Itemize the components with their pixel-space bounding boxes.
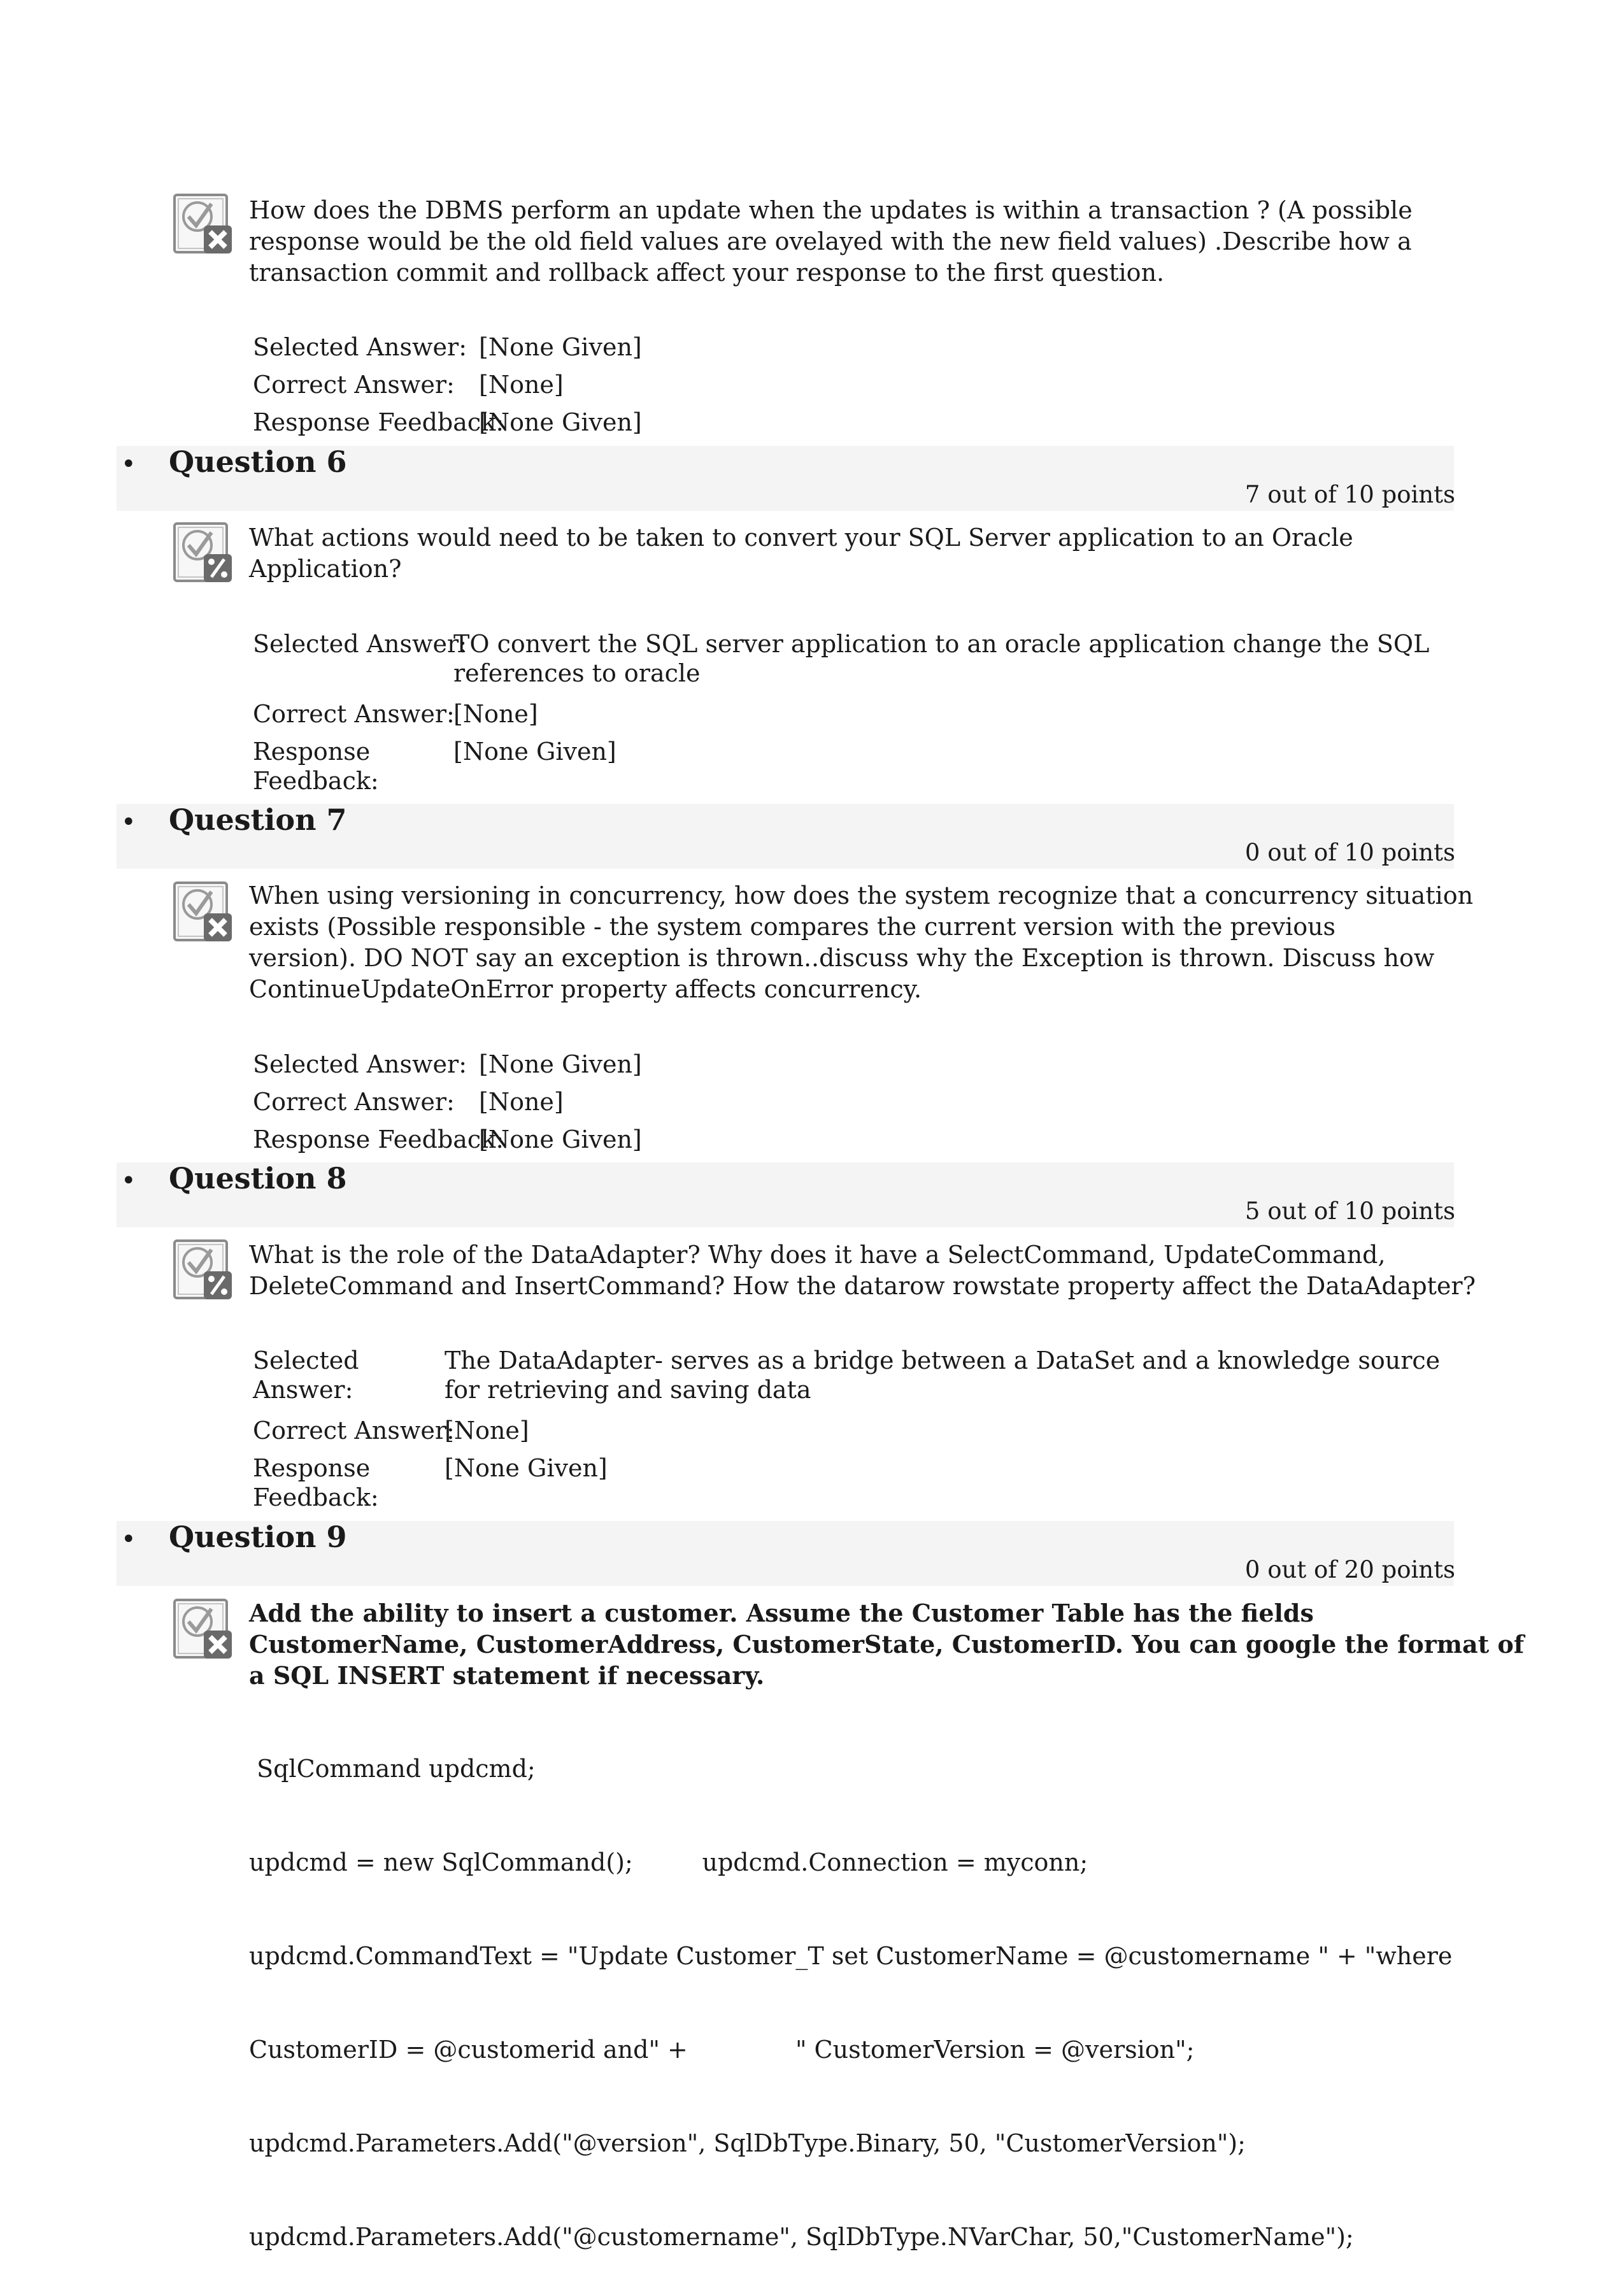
question-9-points: 0 out of 20 points — [1244, 1556, 1455, 1583]
bullet: • — [121, 1525, 136, 1554]
question-7-title: Question 7 — [169, 803, 347, 837]
question-7-text: When using versioning in concurrency, how does the system recognize that a concurrency situation exists (Possible responsible - the system compares the current version with the previous version). DO NOT say an exception is thrown..discuss why the Exception is thrown. Discuss how ContinueUpdateOnError property affects concurrency. — [249, 881, 1474, 1003]
response-feedback-value: [None Given] — [479, 408, 642, 436]
incorrect-x-icon — [171, 1597, 237, 1664]
correct-answer-label: Correct Answer: — [253, 371, 455, 399]
bullet: • — [121, 808, 136, 837]
correct-answer-value: [None] — [445, 1417, 529, 1445]
correct-answer-value: [None] — [479, 1088, 564, 1116]
selected-answer-value: The DataAdapter- serves as a bridge between a DataSet and a knowledge source for retrieving and saving data — [445, 1346, 1441, 1404]
response-feedback-value: [None Given] — [445, 1454, 608, 1482]
question-5-text: How does the DBMS perform an update when the updates is within a transaction ? (A possible response would be the old field values are ovelayed with the new field values) .Describe how a transaction commit and rollback affect your response to the first question. — [249, 196, 1413, 287]
selected-answer-value: [None Given] — [479, 333, 642, 361]
selected-answer-label: Selected Answer: — [253, 333, 467, 361]
incorrect-x-icon — [171, 192, 237, 259]
question-8-text: What is the role of the DataAdapter? Why does it have a SelectCommand, UpdateCommand, DeleteCommand and InsertCommand? How the datarow rowstate property affect the DataAdapter? — [249, 1241, 1476, 1300]
partial-credit-icon — [171, 1238, 237, 1304]
correct-answer-value: [None] — [479, 371, 564, 399]
question-7-points: 0 out of 10 points — [1244, 839, 1455, 866]
incorrect-x-icon — [171, 880, 237, 946]
question-9-code: SqlCommand updcmd; updcmd = new SqlCommand(); updcmd.Connection = myconn; updcmd.CommandText = "Update Customer_T set CustomerName = @customername " + "where CustomerID = @customerid and" + " CustomerVersion = @version"; updcmd.Parameters.Add("@version", SqlDbType.Binary, 50, "CustomerVersion"); updcmd.Parameters.Add("@customername", SqlDbType.NVarChar, 50,"CustomerName"); — [249, 1755, 1453, 2251]
question-9-title: Question 9 — [169, 1520, 347, 1554]
selected-answer-label: Selected Answer: — [253, 1050, 467, 1078]
bullet: • — [121, 450, 136, 479]
bullet: • — [121, 1166, 136, 1196]
question-8-points: 5 out of 10 points — [1244, 1197, 1455, 1225]
correct-answer-label: Correct Answer: — [253, 700, 455, 728]
selected-answer-value: TO convert the SQL server application to an oracle application change the SQL references to oracle — [453, 630, 1430, 687]
response-feedback-label: Response Feedback: — [253, 1125, 504, 1153]
response-feedback-label: Response Feedback: — [253, 1454, 379, 1511]
correct-answer-value: [None] — [453, 700, 538, 728]
question-6-text: What actions would need to be taken to convert your SQL Server application to an Oracle Application? — [249, 524, 1353, 583]
selected-answer-label: Selected Answer: — [253, 630, 467, 658]
partial-credit-icon — [171, 521, 237, 587]
question-6-points: 7 out of 10 points — [1244, 481, 1455, 508]
response-feedback-label: Response Feedback: — [253, 408, 504, 436]
response-feedback-label: Response Feedback: — [253, 738, 379, 795]
correct-answer-label: Correct Answer: — [253, 1088, 455, 1116]
response-feedback-value: [None Given] — [479, 1125, 642, 1153]
correct-answer-label: Correct Answer: — [253, 1417, 455, 1445]
question-9-text: Add the ability to insert a customer. Assume the Customer Table has the fields CustomerName, CustomerAddress, CustomerState, CustomerID. You can google the format of a SQL INSERT statement if necessary. — [249, 1599, 1525, 1690]
response-feedback-value: [None Given] — [453, 738, 616, 766]
selected-answer-label: Selected Answer: — [253, 1346, 359, 1404]
question-8-title: Question 8 — [169, 1161, 347, 1196]
selected-answer-value: [None Given] — [479, 1050, 642, 1078]
question-6-title: Question 6 — [169, 445, 347, 479]
